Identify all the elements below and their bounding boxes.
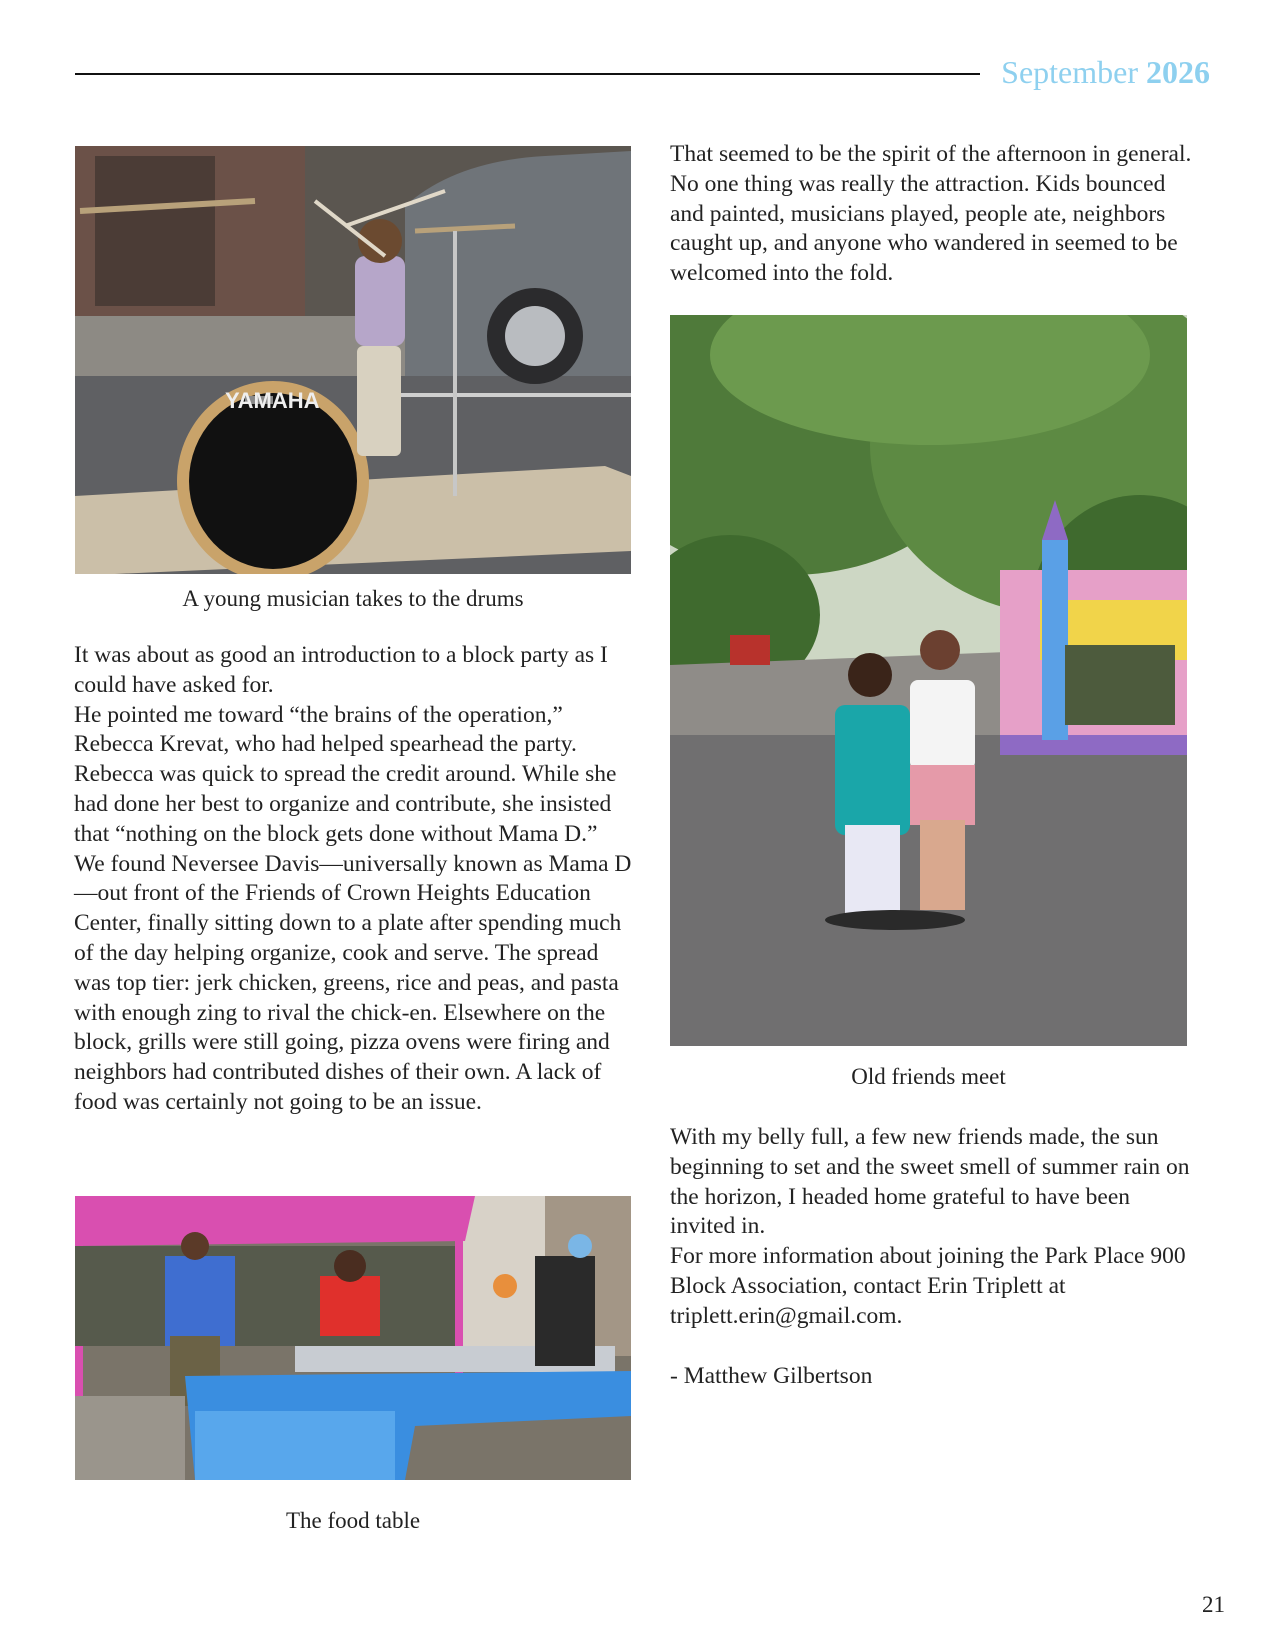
paragraph: He pointed me toward “the brains of the operation,” Rebecca Krevat, who had helped spearhead the party. Rebecca was quick to spread the credit around. While she had done her best to organize and contribute, she insisted that “nothing on the block gets done without Mama D.” (74, 701, 617, 847)
drummer-photo (75, 146, 631, 574)
drum-brand-logo: YAMAHA (225, 388, 320, 413)
friends-photo (670, 315, 1187, 1046)
header-rule (75, 73, 980, 75)
paragraph: For more information about joining the Park Place 900 Block Association, contact Erin Triplett at triplett.erin@gmail.com. (670, 1243, 1186, 1329)
author-byline: - Matthew Gilbertson (670, 1362, 873, 1389)
right-column-text (670, 1123, 1200, 1391)
page-number: 21 (1202, 1592, 1225, 1617)
food-table-caption: The food table (285, 1508, 421, 1533)
food-table-photo (75, 1196, 631, 1480)
issue-date (1001, 54, 1210, 91)
left-column-text (74, 641, 634, 1118)
right-column-intro (670, 140, 1200, 289)
paragraph: It was about as good an introduction to a block party as I could have asked for. (74, 642, 608, 698)
paragraph: That seemed to be the spirit of the afternoon in general. No one thing was really the attraction. Kids bounced and painted, musicians played, people ate, neighbors caught up, and anyone who wandered in seemed to be welcomed into the fold. (670, 141, 1192, 287)
issue-month: September (1001, 54, 1138, 90)
issue-year: 2026 (1146, 54, 1210, 90)
drummer-caption: A young musician takes to the drums (182, 586, 524, 611)
paragraph: With my belly full, a few new friends made, the sun beginning to set and the sweet smell of summer rain on the horizon, I headed home grateful to have been invited in. (670, 1124, 1190, 1240)
friends-caption: Old friends meet (851, 1064, 1006, 1089)
paragraph: We found Neversee Davis—universally known as Mama D—out front of the Friends of Crown Heights Education Center, finally sitting down to a plate after spending much of the day helping organize, cook and serve. The spread was top tier: jerk chicken, greens, rice and peas, and pasta with enough zing to rival the chick-en. Elsewhere on the block, grills were still going, pizza ovens were firing and neighbors had contributed dishes of their own. A lack of food was certainly not going to be an issue. (74, 850, 632, 1115)
